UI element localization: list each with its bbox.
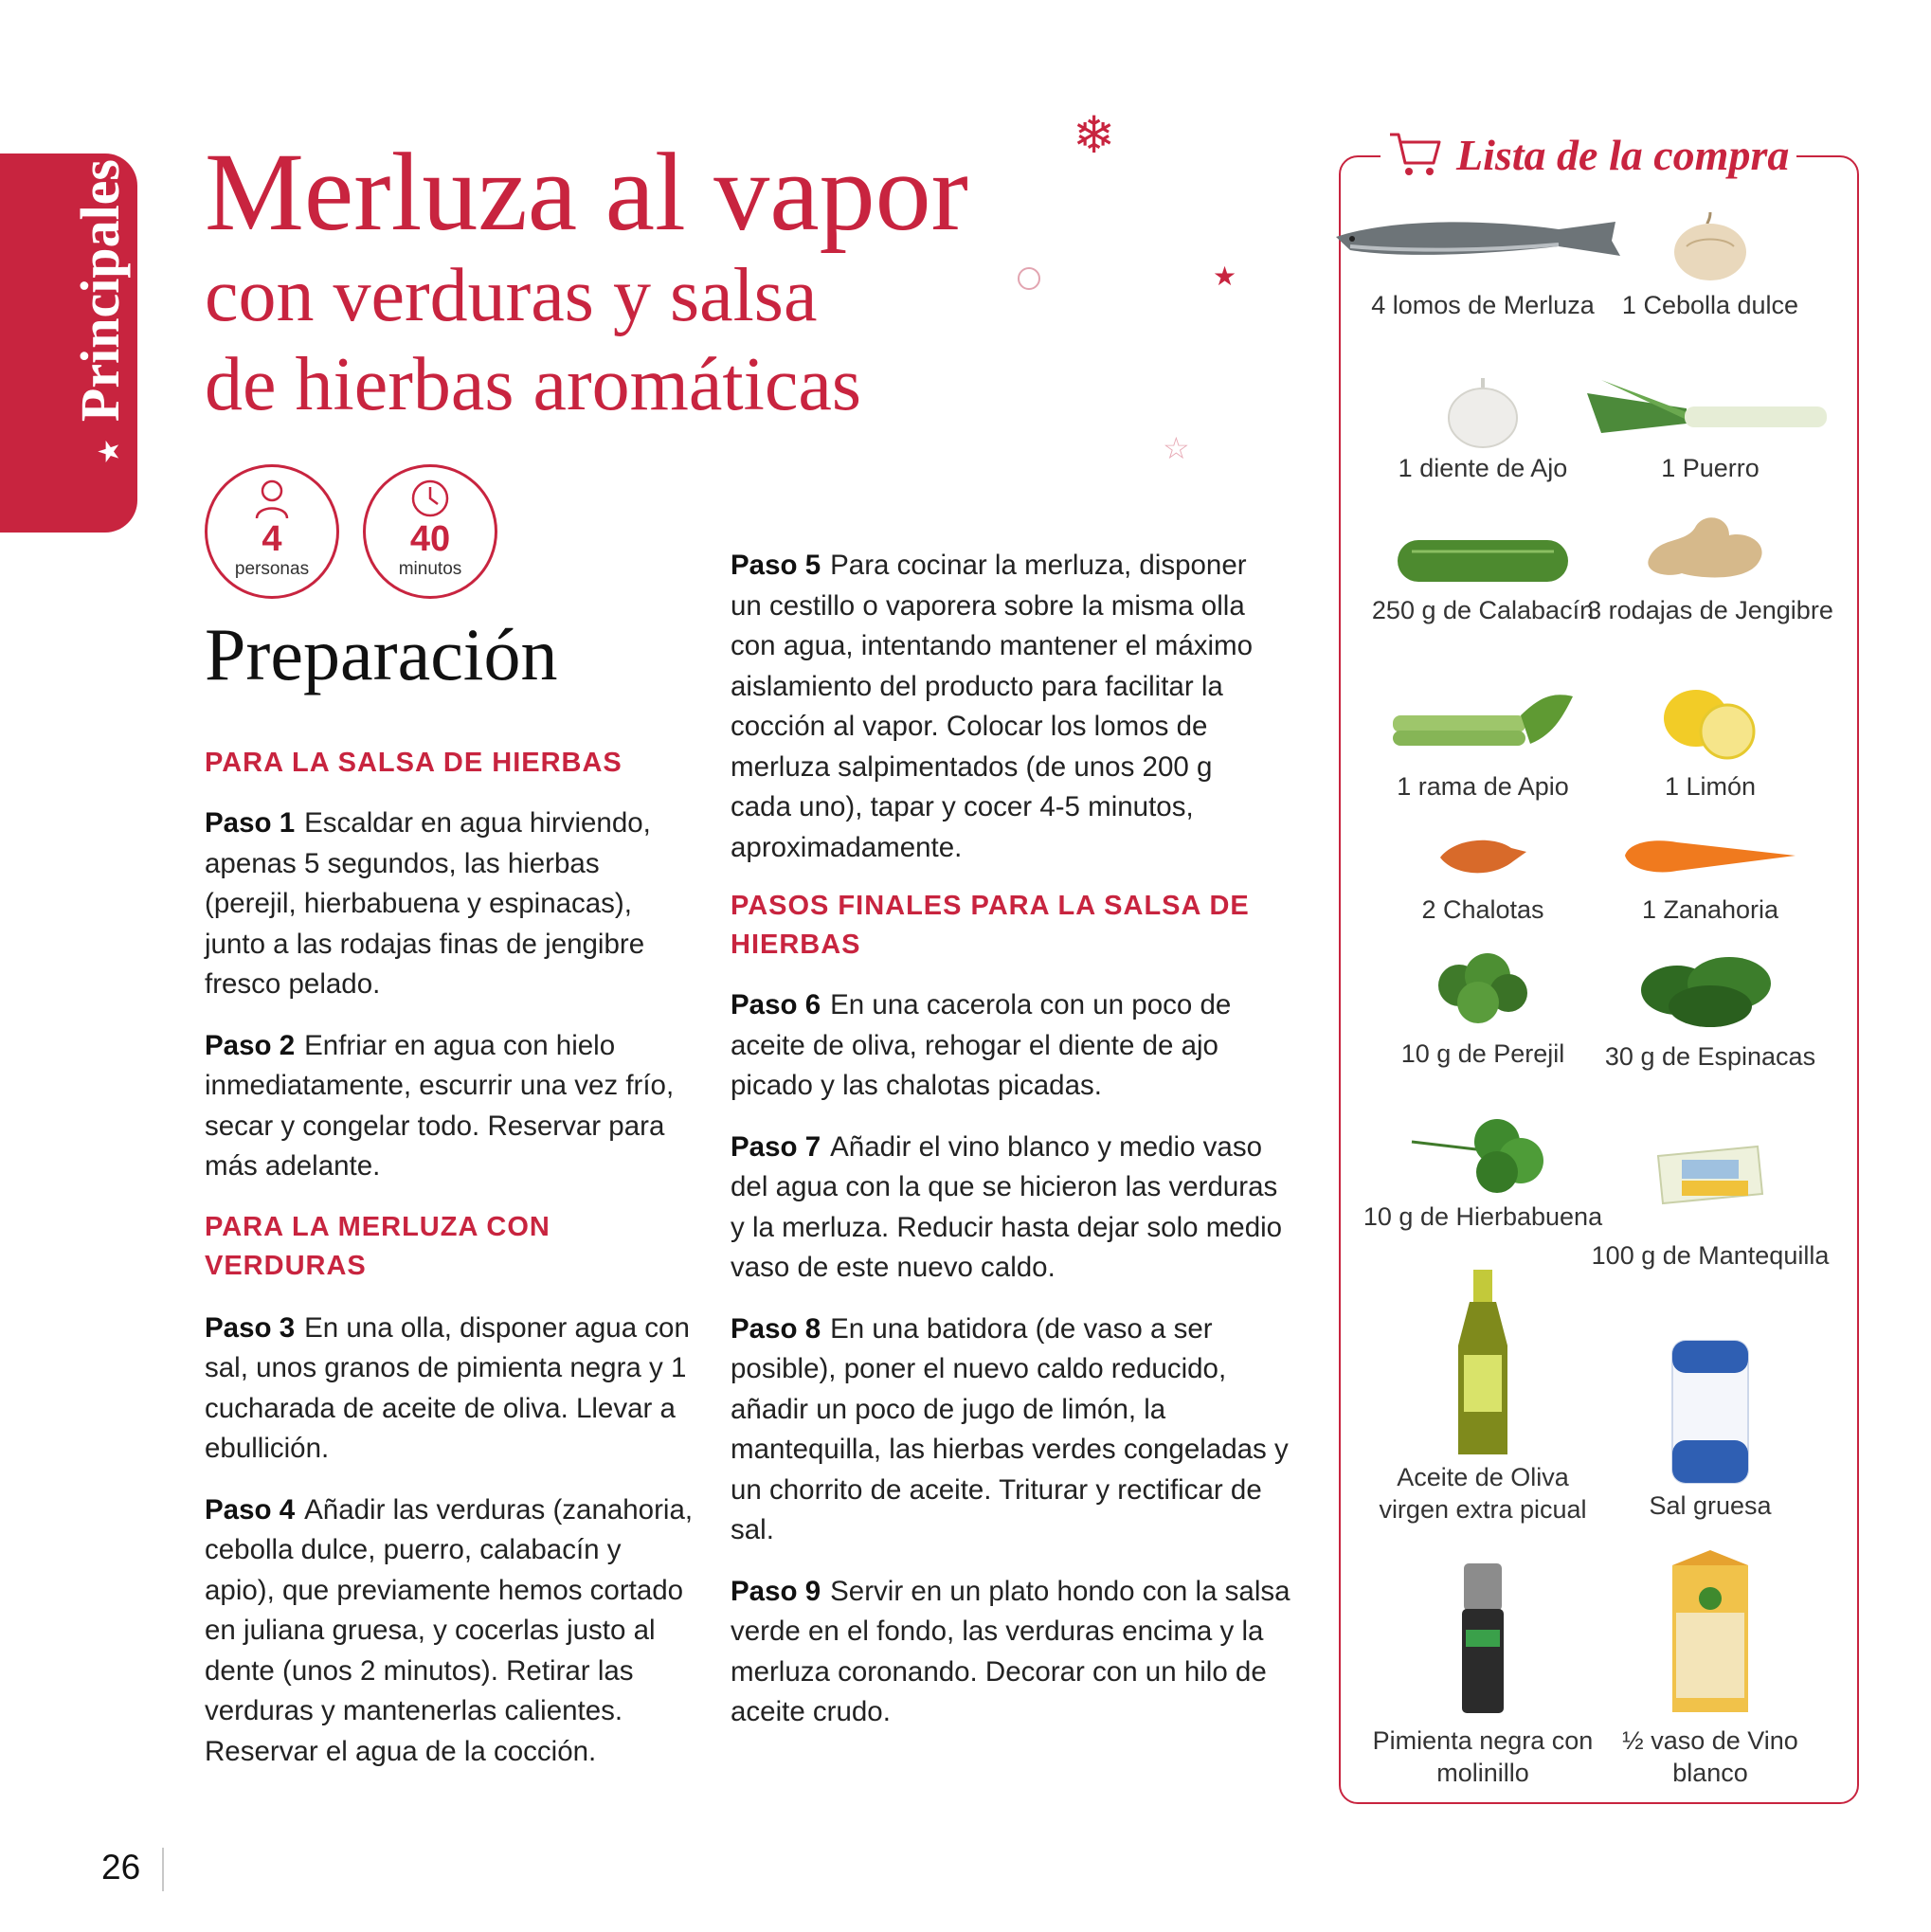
circle-ornament-icon — [1018, 267, 1040, 290]
recipe-title: Merluza al vapor — [205, 130, 968, 254]
step-text: En una olla, disponer agua con sal, unos granos de pimienta negra y 1 cucharada de aceite de oliva. Llevar a ebullición. — [205, 1311, 690, 1464]
parsley-icon — [1421, 948, 1544, 1038]
item-label: 1 rama de Apio — [1397, 772, 1569, 801]
item-label: 100 g de Mantequilla — [1591, 1241, 1830, 1270]
item-label: 3 rodajas de Jengibre — [1587, 596, 1833, 624]
shallot-icon — [1435, 829, 1530, 886]
time-badge — [363, 464, 497, 599]
servings-unit: personas — [234, 559, 310, 579]
item-label: ½ vaso de Vino blanco — [1622, 1726, 1798, 1787]
step-text: En una batidora (de vaso a ser posible), poner el nuevo caldo reducido, añadir un poco de jugo de limón, la mantequilla, las hierbas verdes congeladas y un chorrito de aceite. Triturar y rectificar de sal. — [731, 1312, 1289, 1545]
section-tab-label: ★Principales — [69, 159, 131, 464]
servings-value: 4 — [262, 519, 282, 559]
section-heading: PASOS FINALES PARA LA SALSA DE HIERBAS — [731, 891, 1250, 960]
step-label: Paso 9 — [731, 1575, 821, 1607]
clock-icon — [410, 478, 450, 518]
step-8 — [731, 1309, 1299, 1551]
shopping-cart-icon — [1388, 127, 1443, 182]
preparation-column-1 — [205, 744, 697, 1772]
step-label: Paso 2 — [205, 1029, 296, 1061]
recipe-subtitle — [205, 251, 861, 429]
item-label: 1 Cebolla dulce — [1621, 291, 1799, 319]
item-label: 1 diente de Ajo — [1398, 454, 1568, 482]
lemon-icon — [1653, 682, 1767, 763]
item-label: 10 g de Hierbabuena — [1363, 1202, 1603, 1231]
leek-icon — [1582, 374, 1838, 450]
item-label: 1 Limón — [1664, 772, 1757, 801]
item-label: Sal gruesa — [1649, 1491, 1772, 1520]
step-label: Paso 8 — [731, 1312, 821, 1345]
item-label: 250 g de Calabacín — [1371, 596, 1595, 624]
olive-oil-bottle-icon — [1445, 1270, 1521, 1459]
step-text: Servir en un plato hondo con la salsa verde en el fondo, las verduras encima y la merluza coronando. Decorar con un hilo de aceite crudo. — [731, 1575, 1290, 1727]
preparation-column-2 — [731, 546, 1299, 1733]
star-icon: ★ — [93, 439, 126, 464]
ginger-icon — [1639, 507, 1781, 587]
white-wine-carton-icon — [1663, 1546, 1758, 1717]
servings-badge — [205, 464, 339, 599]
snowflake-icon: ❄ — [1073, 105, 1116, 165]
shopping-list-title: Lista de la compra — [1456, 130, 1790, 179]
shopping-list-header — [1381, 123, 1796, 186]
item-label: 1 Zanahoria — [1641, 895, 1779, 924]
step-text: Para cocinar la merluza, disponer un cestillo o vaporera sobre la misma olla con agua, intentando mantener el máximo aislamiento del producto para facilitar la cocción al vapor. Colocar los lomos de merluza salpimentados (de unos 200 g cada uno), tapar y cocer 4-5 minutos, aproximadamente. — [731, 550, 1254, 863]
star-ornament-icon: ★ — [1213, 261, 1237, 292]
section-heading: PARA LA SALSA DE HIERBAS — [205, 748, 623, 778]
step-text: Añadir las verduras (zanahoria, cebolla dulce, puerro, calabacín y apio), que previamente hemos cortado en juliana gruesa, y cocerlas justo al dente (unos 2 minutos). Retirar las verduras y mantenerlas calientes. Reservar el agua de la cocción. — [205, 1493, 694, 1767]
preparation-heading: Preparación — [205, 613, 558, 695]
step-label: Paso 4 — [205, 1493, 296, 1526]
pepper-grinder-icon — [1454, 1563, 1511, 1715]
step-label: Paso 1 — [205, 807, 296, 839]
garlic-icon — [1440, 374, 1525, 450]
item-label: 2 Chalotas — [1421, 895, 1544, 924]
celery-icon — [1388, 687, 1578, 763]
step-label: Paso 6 — [731, 989, 821, 1020]
step-text: En una cacerola con un poco de aceite de oliva, rehogar el diente de ajo picado y las chalotas picadas. — [731, 989, 1232, 1101]
section-heading: PARA LA MERLUZA CON VERDURAS — [205, 1211, 550, 1281]
butter-icon — [1653, 1137, 1767, 1213]
person-icon — [253, 478, 291, 520]
step-3 — [205, 1309, 697, 1470]
step-label: Paso 5 — [731, 550, 821, 581]
step-5 — [731, 546, 1261, 868]
carrot-icon — [1620, 829, 1800, 886]
page-number: 26 — [101, 1848, 141, 1887]
recipe-subtitle-line-2: de hierbas aromáticas — [205, 343, 862, 426]
item-label: 1 Puerro — [1661, 454, 1760, 482]
item-label: 30 g de Espinacas — [1604, 1042, 1816, 1071]
mint-icon — [1407, 1113, 1559, 1199]
step-9 — [731, 1572, 1299, 1733]
step-2 — [205, 1026, 697, 1187]
step-text: Enfriar en agua con hielo inmediatamente, escurrir una vez frío, secar y congelar todo. Reservar para más adelante. — [205, 1029, 675, 1182]
item-label: 4 lomos de Merluza — [1371, 291, 1595, 319]
step-text: Escaldar en agua hirviendo, apenas 5 segundos, las hierbas (perejil, hierbabuena y espinacas), junto a las rodajas finas de jengibre fresco pelado. — [205, 807, 651, 1000]
spinach-icon — [1634, 948, 1786, 1038]
step-label: Paso 7 — [731, 1130, 821, 1163]
item-label: Aceite de Oliva virgen extra picual — [1379, 1463, 1587, 1524]
recipe-subtitle-line-1: con verduras y salsa — [205, 254, 818, 337]
section-tab — [0, 153, 137, 533]
step-label: Paso 3 — [205, 1311, 296, 1344]
item-label: 10 g de Perejil — [1400, 1039, 1565, 1068]
coarse-salt-bag-icon — [1668, 1336, 1753, 1488]
step-6 — [731, 985, 1299, 1107]
page-number-divider — [162, 1848, 164, 1891]
time-value: 40 — [409, 519, 451, 559]
time-unit: minutos — [398, 559, 462, 579]
onion-icon — [1668, 208, 1753, 284]
zucchini-icon — [1393, 531, 1573, 587]
star-outline-ornament-icon: ☆ — [1163, 430, 1190, 466]
step-4 — [205, 1490, 697, 1773]
step-7 — [731, 1128, 1299, 1289]
hake-fish-icon — [1331, 208, 1634, 284]
step-1 — [205, 803, 697, 1005]
item-label: Pimienta negra con molinillo — [1372, 1726, 1594, 1787]
step-text: Añadir el vino blanco y medio vaso del agua con la que se hicieron las verduras y la merluza. Reducir hasta dejar solo medio vaso de este nuevo caldo. — [731, 1130, 1283, 1283]
